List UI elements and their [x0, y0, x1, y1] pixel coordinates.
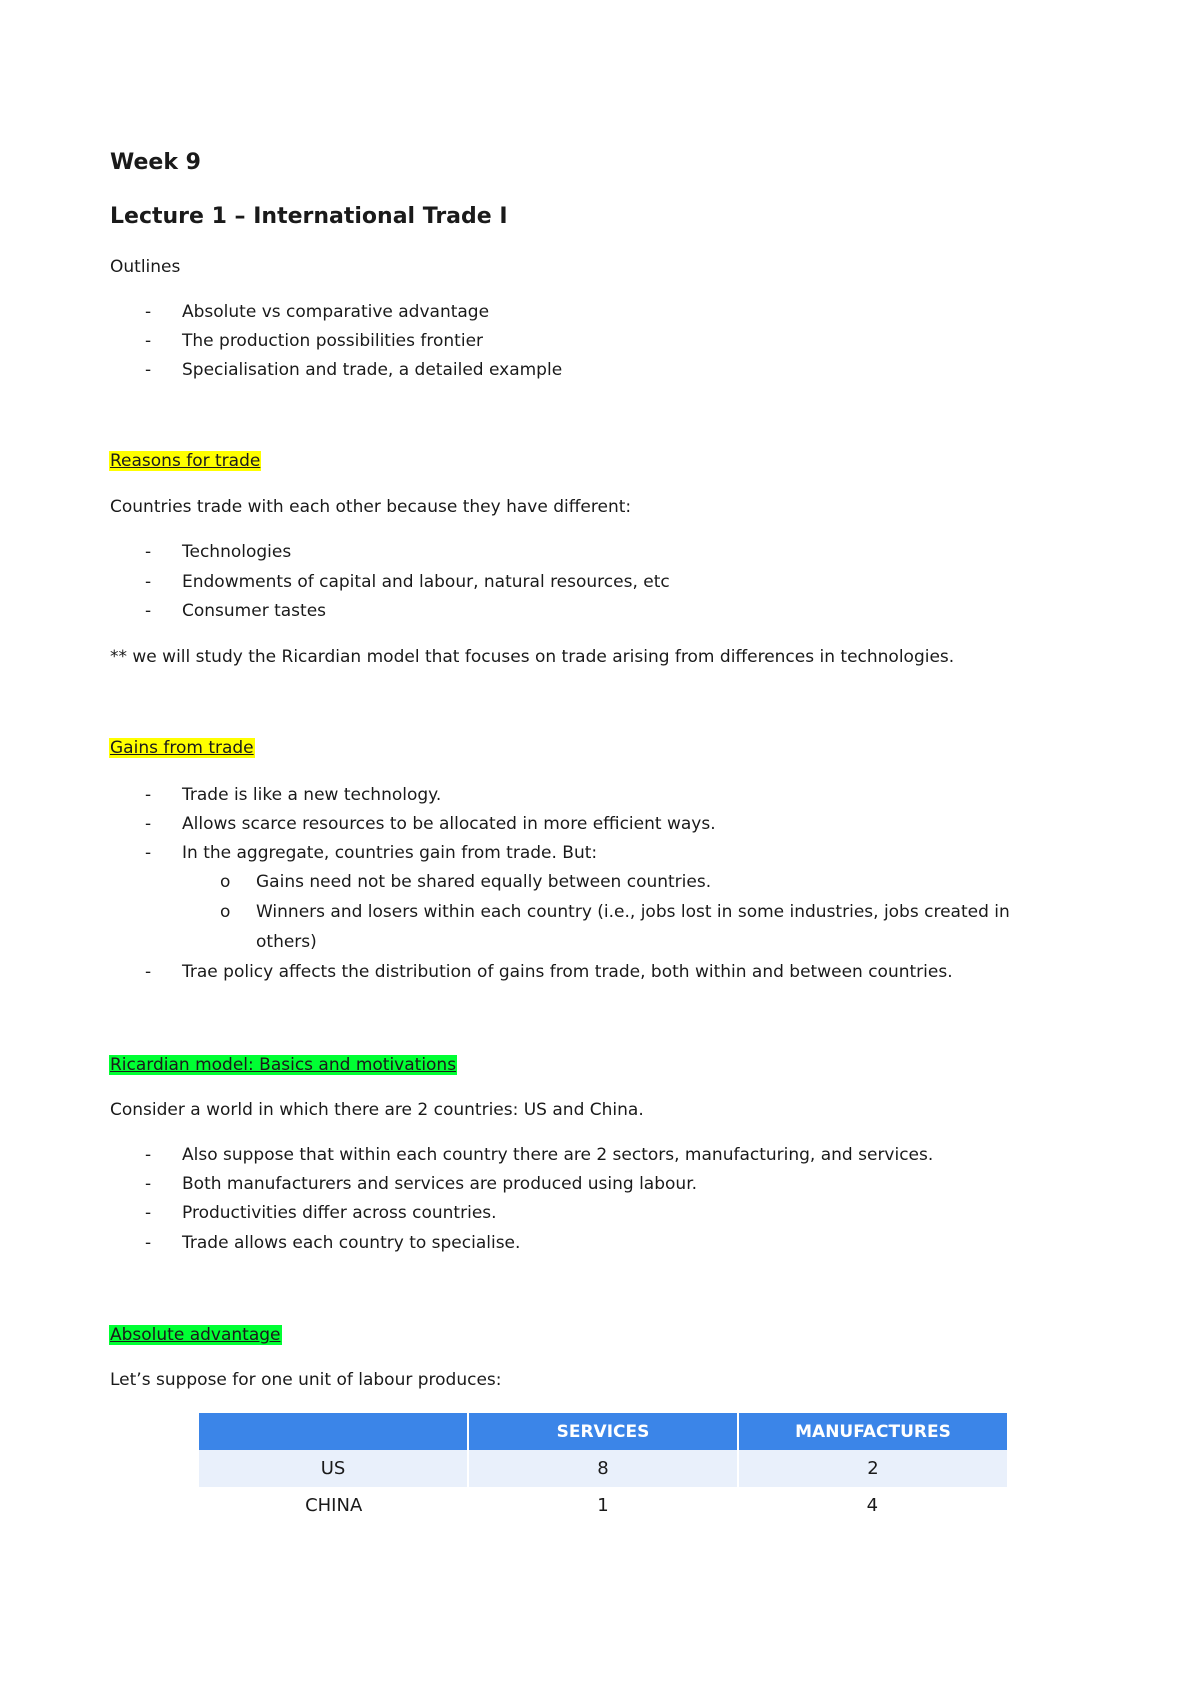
- bullet-dash: -: [145, 542, 152, 562]
- sub-list-item: Winners and losers within each country (i.e., jobs lost in some industries, jobs created in: [256, 902, 1010, 922]
- bullet-dash: -: [145, 360, 152, 380]
- sub-bullet-marker: o: [220, 872, 231, 892]
- table-header-row: [199, 1413, 1007, 1450]
- table-cell: US: [199, 1450, 469, 1487]
- reasons-heading: Reasons for trade: [110, 451, 261, 471]
- list-item: Productivities differ across countries.: [182, 1203, 497, 1223]
- bullet-dash: -: [145, 962, 152, 982]
- gains-heading: Gains from trade: [110, 738, 254, 758]
- table-cell: 8: [469, 1450, 739, 1487]
- list-item: Absolute vs comparative advantage: [182, 302, 490, 322]
- list-item: Specialisation and trade, a detailed example: [182, 360, 563, 380]
- bullet-dash: -: [145, 572, 152, 592]
- table-header-cell: [199, 1413, 469, 1450]
- absolute-intro: Let’s suppose for one unit of labour produces:: [110, 1370, 502, 1390]
- list-item: The production possibilities frontier: [182, 331, 484, 351]
- bullet-dash: -: [145, 1203, 152, 1223]
- table-row: [199, 1450, 1007, 1487]
- bullet-dash: -: [145, 1145, 152, 1165]
- sub-list-item-continued: others): [256, 932, 317, 952]
- table-header-cell: SERVICES: [469, 1413, 739, 1450]
- bullet-dash: -: [145, 601, 152, 621]
- list-item: Trade is like a new technology.: [182, 785, 442, 805]
- table-cell: CHINA: [305, 1495, 363, 1516]
- list-item: Allows scarce resources to be allocated in more efficient ways.: [182, 814, 716, 834]
- bullet-dash: -: [145, 1174, 152, 1194]
- list-item: Also suppose that within each country there are 2 sectors, manufacturing, and services.: [182, 1145, 934, 1165]
- bullet-dash: -: [145, 843, 152, 863]
- list-item: Both manufacturers and services are produced using labour.: [182, 1174, 698, 1194]
- list-item: Technologies: [182, 542, 292, 562]
- table-cell: 2: [739, 1450, 1007, 1487]
- reasons-intro: Countries trade with each other because they have different:: [110, 497, 632, 517]
- bullet-dash: -: [145, 302, 152, 322]
- week-title: Week 9: [110, 150, 201, 175]
- bullet-dash: -: [145, 814, 152, 834]
- labour-productivity-table: [199, 1413, 1007, 1524]
- sub-list-item: Gains need not be shared equally between countries.: [256, 872, 712, 892]
- lecture-title: Lecture 1 – International Trade I: [110, 204, 508, 229]
- outlines-heading: Outlines: [110, 257, 181, 277]
- table-cell: 4: [866, 1495, 879, 1516]
- table-header-cell: MANUFACTURES: [739, 1413, 1007, 1450]
- bullet-dash: -: [145, 331, 152, 351]
- table-cell: 1: [597, 1495, 609, 1516]
- list-item: Trade allows each country to specialise.: [182, 1233, 521, 1253]
- table-row: [199, 1487, 1007, 1524]
- bullet-dash: -: [145, 1233, 152, 1253]
- reasons-note: ** we will study the Ricardian model that focuses on trade arising from differences in technologies.: [110, 647, 955, 667]
- list-item: In the aggregate, countries gain from trade. But:: [182, 843, 598, 863]
- list-item: Trae policy affects the distribution of gains from trade, both within and between countries.: [182, 962, 953, 982]
- list-item: Endowments of capital and labour, natural resources, etc: [182, 572, 670, 592]
- ricardian-intro: Consider a world in which there are 2 countries: US and China.: [110, 1100, 644, 1120]
- sub-bullet-marker: o: [220, 902, 231, 922]
- bullet-dash: -: [145, 785, 152, 805]
- ricardian-heading: Ricardian model: Basics and motivations: [110, 1055, 457, 1075]
- list-item: Consumer tastes: [182, 601, 327, 621]
- absolute-heading: Absolute advantage: [110, 1325, 281, 1345]
